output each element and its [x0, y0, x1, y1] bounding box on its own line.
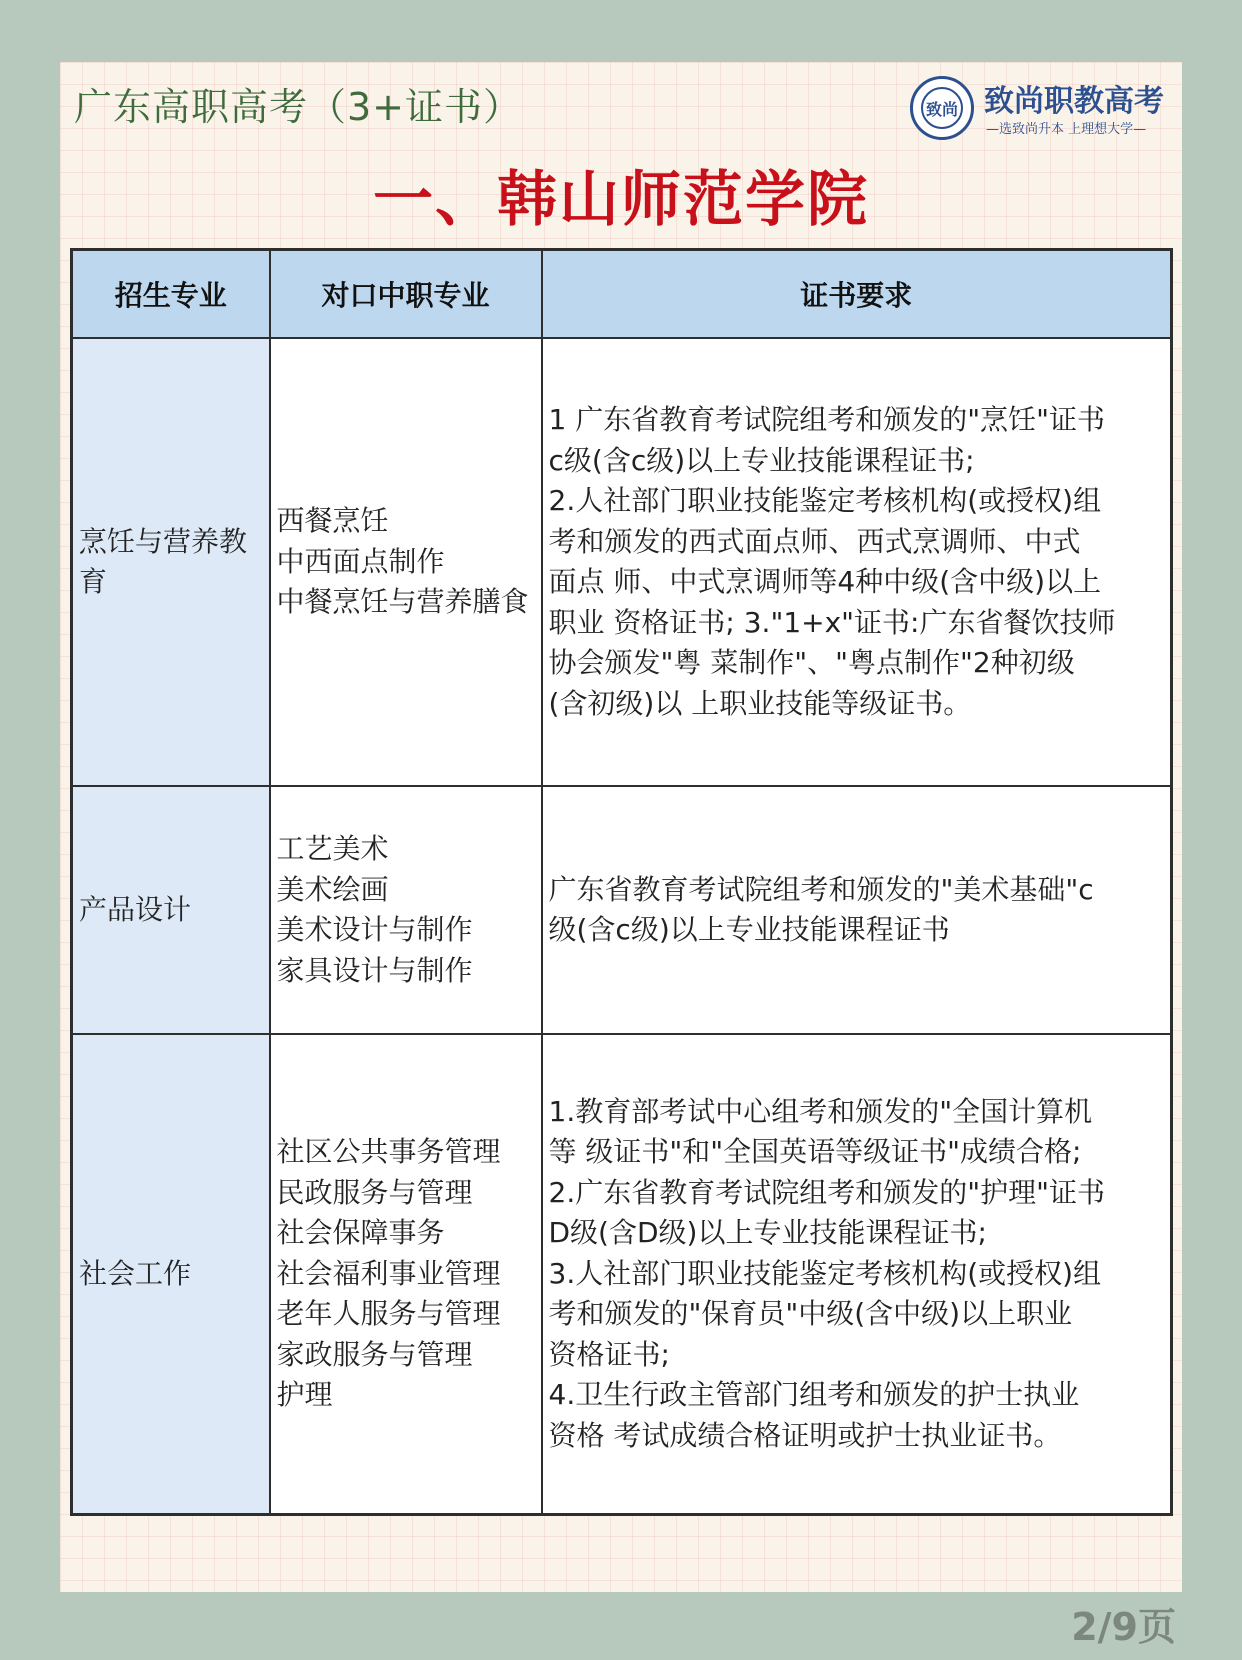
requirement-line: (含初级)以 上职业技能等级证书。	[548, 686, 972, 720]
requirement-cell	[542, 338, 1172, 786]
requirement-line: 级(含c级)以上专业技能课程证书	[548, 913, 950, 946]
specialty-item: 民政服务与管理	[276, 1175, 473, 1209]
specialty-item: 家具设计与制作	[276, 953, 473, 987]
table-row	[72, 786, 1172, 1034]
column-header-certificate: 证书要求	[542, 250, 1172, 339]
specialty-item: 美术设计与制作	[276, 913, 473, 946]
requirement-line: 资格 考试成绩合格证明或护士执业证书。	[548, 1418, 1062, 1452]
column-header-major: 招生专业	[72, 250, 270, 339]
major-cell	[72, 786, 270, 1034]
page-indicator: 2/9页	[1071, 1605, 1176, 1649]
specialty-cell	[270, 786, 542, 1034]
requirement-line: 考和颁发的西式面点师、西式烹调师、中式	[548, 524, 1081, 558]
requirement-line: 协会颁发"粤 菜制作"、"粤点制作"2种初级	[548, 646, 1075, 679]
seal-text: 致尚	[921, 87, 963, 129]
requirement-line: 2.人社部门职业技能鉴定考核机构(或授权)组	[548, 484, 1102, 517]
brand-logo	[910, 68, 1170, 148]
major-cell	[72, 338, 270, 786]
content-card	[60, 62, 1182, 1592]
requirement-line: 考和颁发的"保育员"中级(含中级)以上职业	[548, 1297, 1073, 1330]
requirement-line: 等 级证书"和"全国英语等级证书"成绩合格;	[548, 1135, 1082, 1168]
specialty-item: 西餐烹饪	[276, 504, 389, 538]
specialty-item: 老年人服务与管理	[276, 1297, 501, 1330]
requirements-table	[70, 248, 1173, 1516]
specialty-item: 社会保障事务	[276, 1216, 445, 1249]
seal-icon	[910, 76, 974, 140]
requirement-line: 广东省教育考试院组考和颁发的"美术基础"c	[548, 872, 1094, 906]
specialty-item: 家政服务与管理	[276, 1337, 473, 1371]
requirement-cell	[542, 786, 1172, 1034]
specialty-item: 社会福利事业管理	[276, 1256, 501, 1290]
table-header-row	[72, 250, 1172, 339]
requirement-line: 2.广东省教育考试院组考和颁发的"护理"证书	[548, 1175, 1105, 1209]
specialty-item: 工艺美术	[276, 832, 389, 865]
header-title: 广东高职高考（3+证书）	[74, 85, 523, 129]
specialty-item: 中西面点制作	[276, 544, 445, 578]
page-title: 一、韩山师范学院	[373, 165, 869, 235]
brand-name: 致尚职教高考	[984, 84, 1164, 119]
major-name-line: 烹饪与营养教	[79, 524, 248, 558]
specialty-item: 社区公共事务管理	[276, 1135, 501, 1168]
requirement-line: c级(含c级)以上专业技能课程证书;	[548, 443, 975, 477]
major-name-line: 社会工作	[79, 1256, 192, 1290]
specialty-item: 中餐烹饪与营养膳食	[276, 585, 529, 619]
requirement-cell	[542, 1034, 1172, 1514]
specialty-cell	[270, 338, 542, 786]
major-cell	[72, 1034, 270, 1514]
requirement-line: 职业 资格证书; 3."1+x"证书:广东省餐饮技师	[548, 605, 1116, 639]
specialty-item: 美术绘画	[276, 872, 389, 906]
requirement-line: D级(含D级)以上专业技能课程证书;	[548, 1216, 987, 1249]
brand-slogan: —选致尚升本 上理想大学—	[986, 122, 1147, 137]
major-name-line: 产品设计	[79, 892, 192, 926]
specialty-item: 护理	[276, 1378, 333, 1411]
requirement-line: 1.教育部考试中心组考和颁发的"全国计算机	[548, 1094, 1093, 1128]
requirement-line: 1 广东省教育考试院组考和颁发的"烹饪"证书	[548, 403, 1105, 436]
specialty-cell	[270, 1034, 542, 1514]
requirement-line: 资格证书;	[548, 1337, 670, 1371]
table-row	[72, 338, 1172, 786]
major-name-line: 育	[79, 565, 108, 598]
table-row	[72, 1034, 1172, 1514]
requirement-line: 面点 师、中式烹调师等4种中级(含中级)以上	[548, 565, 1102, 598]
requirement-line: 3.人社部门职业技能鉴定考核机构(或授权)组	[548, 1256, 1102, 1290]
requirement-line: 4.卫生行政主管部门组考和颁发的护士执业	[548, 1378, 1080, 1411]
column-header-specialty: 对口中职专业	[270, 250, 542, 339]
